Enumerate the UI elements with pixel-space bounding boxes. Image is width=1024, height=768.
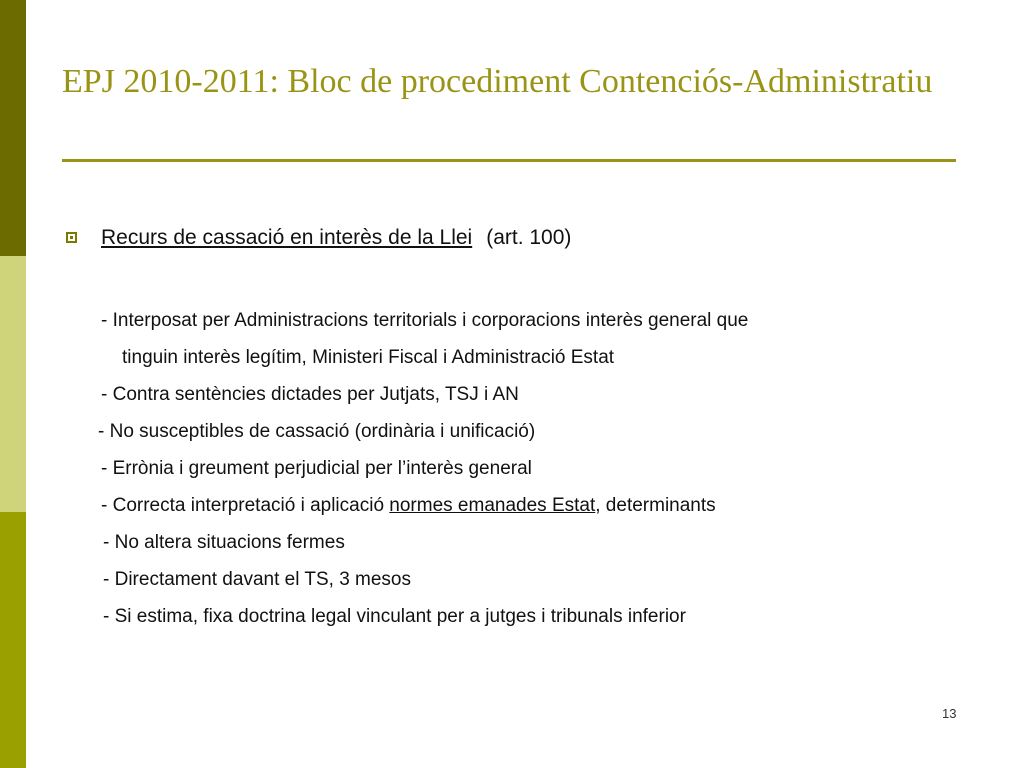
list-item: - Interposat per Administracions territorials i corporacions interès general que <box>101 310 749 331</box>
list-item: - Si estima, fixa doctrina legal vinculant per a jutges i tribunals inferior <box>103 606 686 627</box>
list-item-underlined: normes emanades Estat <box>389 495 596 516</box>
list-item: tinguin interès legítim, Ministeri Fiscal i Administració Estat <box>122 347 615 368</box>
sidebar-middle-band <box>0 256 26 512</box>
title-divider <box>62 159 956 162</box>
heading-article-ref: (art. 100) <box>486 226 572 249</box>
list-item-suffix: , determinants <box>595 495 716 516</box>
list-item: - Directament davant el TS, 3 mesos <box>103 569 411 590</box>
sidebar-bottom-band <box>0 512 26 768</box>
square-bullet-icon <box>66 232 77 243</box>
slide-title: EPJ 2010-2011: Bloc de procediment Contenciós-Administratiu <box>62 63 933 100</box>
list-item: - Errònia i greument perjudicial per l’interès general <box>101 458 532 479</box>
list-item: - Contra sentències dictades per Jutjats, TSJ i AN <box>101 384 519 405</box>
list-item: - No altera situacions fermes <box>103 532 345 553</box>
sidebar-top-band <box>0 0 26 256</box>
list-item-with-underline <box>101 493 716 519</box>
section-heading <box>101 224 571 252</box>
page-number: 13 <box>942 706 957 721</box>
list-item-prefix: - Correcta interpretació i aplicació <box>101 495 390 516</box>
heading-underlined-text: Recurs de cassació en interès de la Llei <box>101 226 473 249</box>
list-item: - No susceptibles de cassació (ordinària i unificació) <box>98 421 536 442</box>
